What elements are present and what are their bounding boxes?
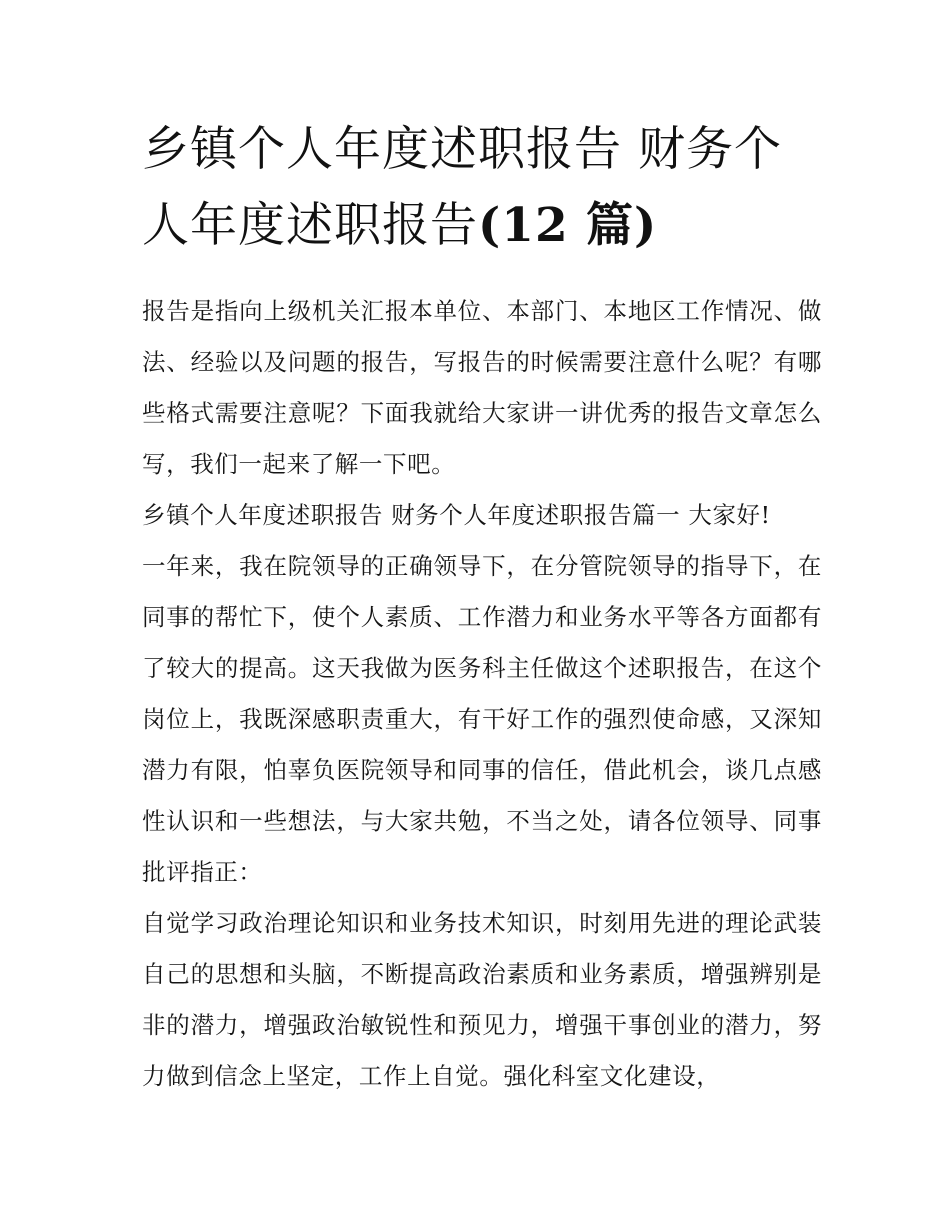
title-main-text: 乡镇个人年度述职报告 财务个人年度述职报告 <box>142 122 782 253</box>
document-content <box>142 112 822 1102</box>
body-paragraph: 自觉学习政治理论知识和业务技术知识，时刻用先进的理论武装自己的思想和头脑，不断提高政治素质和业务素质，增强辨别是非的潜力，增强政治敏锐性和预见力，增强干事创业的潜力，努力做到信念上坚定，工作上自觉。强化科室文化建设， <box>142 909 822 1090</box>
section-heading-paragraph: 乡镇个人年度述职报告 财务个人年度述职报告篇一 大家好! <box>142 501 771 529</box>
intro-paragraph: 报告是指向上级机关汇报本单位、本部门、本地区工作情况、做法、经验以及问题的报告，写报告的时候需要注意什么呢？有哪些格式需要注意呢？下面我就给大家讲一讲优秀的报告文章怎么写，我们一起来了解一下吧。 <box>142 297 822 478</box>
title-suffix-text: (12 篇) <box>478 198 658 253</box>
body-paragraph: 一年来，我在院领导的正确领导下，在分管院领导的指导下，在同事的帮忙下，使个人素质、工作潜力和业务水平等各方面都有了较大的提高。这天我做为医务科主任做这个述职报告，在这个岗位上，我既深感职责重大，有干好工作的强烈使命感，又深知潜力有限，怕辜负医院领导和同事的信任，借此机会，谈几点感性认识和一些想法，与大家共勉，不当之处，请各位领导、同事批评指正： <box>142 552 822 886</box>
document-title <box>142 112 822 264</box>
